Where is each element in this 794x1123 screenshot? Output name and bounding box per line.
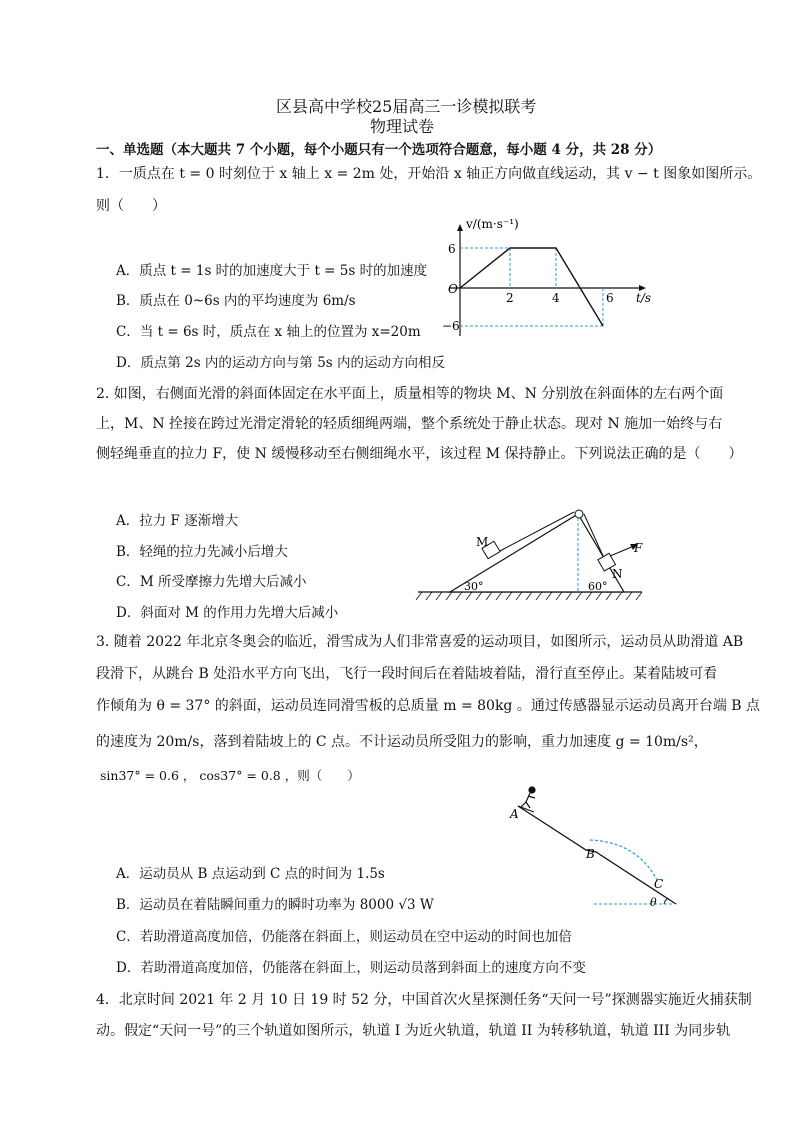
label-a: A [510,807,519,821]
q2-option-c: C．M 所受摩擦力先增大后减小 [116,574,307,590]
q3-option-b: B．运动员在着陆瞬间重力的瞬时功率为 8000 √3 W [116,897,434,913]
label-c: C [654,877,664,891]
q1-option-b: B．质点在 0~6s 内的平均速度为 6m/s [116,293,356,309]
q2-option-b: B．轻绳的拉力先减小后增大 [116,544,288,560]
q1-option-a: A．质点 t = 1s 时的加速度大于 t = 5s 时的加速度 [116,263,428,279]
flight-trajectory [590,840,658,882]
ski-track [518,806,676,904]
graph-xtick-4: 4 [552,291,560,305]
q3-stem-line2: 段滑下，从跳台 B 处沿水平方向飞出，飞行一段时间后在着陆坡着陆，滑行直至停止。某着陆坡可看 [96,666,718,682]
page-subtitle: 物理试卷 [370,117,435,136]
graph-xtick-6: 6 [606,291,614,305]
q3-option-d: D．若助滑道高度加倍，仍能落在斜面上，则运动员落到斜面上的速度方向不变 [116,960,586,976]
q2-option-a: A．拉力 F 逐渐增大 [116,513,239,529]
q4-stem-line2: 动。假定“天问一号”的三个轨道如图所示，轨道 I 为近火轨道，轨道 II 为转移轨道，轨道 III 为同步轨 [96,1023,731,1039]
y-axis-arrow [457,224,463,231]
q2-incline-figure [414,500,648,606]
q3-option-a: A．运动员从 B 点运动到 C 点的时间为 1.5s [116,866,385,882]
q3-option-c: C．若助滑道高度加倍，仍能落在斜面上，则运动员在空中运动的时间也加倍 [116,929,572,945]
angle-30: 30° [464,580,484,593]
graph-xlabel: t/s [636,291,652,305]
q3-ski-figure [504,782,684,910]
q2-stem-line2: 上，M、N 拴接在跨过光滑定滑轮的轻质细绳两端，整个系统处于静止状态。现对 N 施加一始终与右 [96,416,723,432]
q2-option-d: D．斜面对 M 的作用力先增大后减小 [116,605,339,621]
section-heading: 一、单选题（本大题共 7 个小题，每个小题只有一个选项符合题意，每小题 4 分，共 28 分） [96,142,662,158]
q2-stem-line3: 侧轻绳垂直的拉力 F，使 N 缓慢移动至右侧细绳水平，该过程 M 保持静止。下列说法正确的是（ ） [96,446,743,462]
q3-stem-line3: 作倾角为 θ = 37° 的斜面，运动员连同滑雪板的总质量 m = 80kg 。通过传感器显示运动员离开台端 B 点 [96,698,761,714]
label-theta: θ [650,896,657,909]
graph-xtick-2: 2 [506,291,514,305]
q1-vt-graph [420,216,660,346]
ground-hatch [416,592,642,600]
q4-stem-line1: 4．北京时间 2021 年 2 月 10 日 19 时 52 分，中国首次火星探测任务“天问一号”探测器实施近火捕获制 [96,992,752,1008]
q1-option-c: C．当 t = 6s 时，质点在 x 轴上的位置为 x=20m [116,324,421,340]
label-b: B [586,847,595,861]
q1-option-d: D．质点第 2s 内的运动方向与第 5s 内的运动方向相反 [116,355,446,371]
label-f: F [634,541,643,555]
theta-arc [664,898,668,904]
page-title: 区县高中学校25届高三一诊模拟联考 [276,97,537,116]
q2-stem-line1: 2. 如图，右侧面光滑的斜面体固定在水平面上，质量相等的物块 M、N 分别放在斜面体的左右两个面 [96,386,724,402]
pulley [575,510,583,518]
q3-stem-line5: sin37° = 0.6 ， cos37° = 0.8 ，则（ ） [100,768,360,783]
graph-ylabel: v/(m·s⁻¹) [466,217,519,231]
q1-stem-line2: 则（ ） [96,198,166,214]
graph-origin: O [448,282,458,296]
graph-y-neg: −6 [442,319,460,333]
force-arrow-line [610,546,634,556]
q1-stem-line1: 1．一质点在 t = 0 时刻位于 x 轴上 x = 2m 处，开始沿 x 轴正方向做直线运动，其 v − t 图象如图所示。 [96,166,762,182]
graph-y-pos: 6 [448,242,456,256]
label-n: N [612,567,623,581]
angle-60: 60° [588,580,608,593]
vt-line [460,248,603,326]
label-m: M [476,535,489,549]
q3-stem-line4: 的速度为 20m/s，落到着陆坡上的 C 点。不计运动员所受阻力的影响，重力加速度 g = 10m/s²， [96,734,708,750]
q3-stem-line1: 3. 随着 2022 年北京冬奥会的临近，滑雪成为人们非常喜爱的运动项目，如图所示，运动员从助滑道 AB [96,634,744,650]
